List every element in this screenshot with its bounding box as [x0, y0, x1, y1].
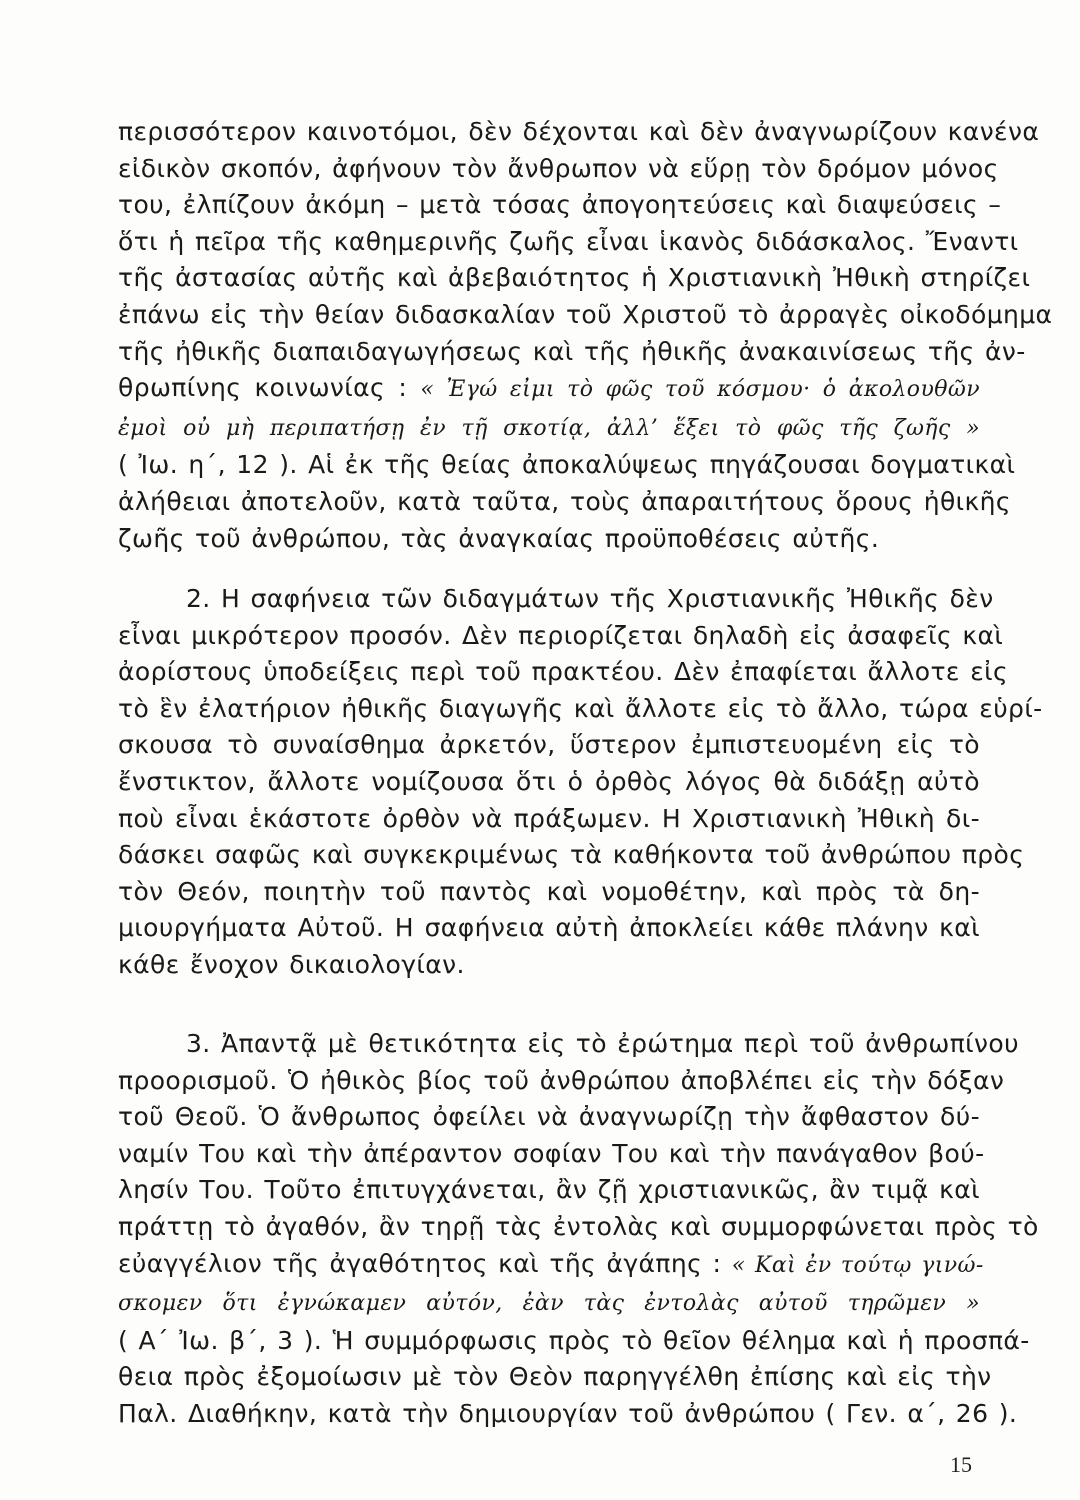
text-line [118, 1063, 1005, 1100]
text-segment: προορισμοῦ. Ὁ ἠθικὸς βίος τοῦ ἀνθρώπου ἀποβλέπει εἰς τὴν δόξαν [118, 1065, 1005, 1095]
text-segment: σκουσα τὸ συναίσθημα ἀρκετόν, ὕστερον ἐμπιστευομένη εἰς τὸ [118, 730, 980, 760]
text-line [118, 151, 999, 188]
scripture-quote: ἐμοὶ οὐ μὴ περιπατήσῃ ἐν τῇ σκοτίᾳ, ἀλλ’ ἕξει τὸ φῶς τῆς ζωῆς » [118, 415, 980, 441]
text-line [118, 1026, 1019, 1063]
text-segment: εἰδικὸν σκοπόν, ἀφήνουν τὸν ἄνθρωπον νὰ εὕρῃ τὸν δρόμον μόνος [118, 153, 999, 183]
text-line [118, 484, 1011, 521]
text-line [118, 654, 1009, 691]
scripture-quote: σκομεν ὅτι ἐγνώκαμεν αὐτόν, ἐὰν τὰς ἐντολὰς αὐτοῦ τηρῶμεν » [118, 1291, 980, 1317]
text-line [118, 447, 1016, 484]
text-line [118, 618, 1004, 655]
text-line [118, 1359, 992, 1396]
text-segment: ναμίν Του καὶ τὴν ἀπέραντον σοφίαν Του καὶ τὴν πανάγαθον βού- [118, 1138, 985, 1168]
text-segment: εὐαγγέλιον τῆς ἀγαθότητος καὶ τῆς ἀγάπης : [118, 1248, 732, 1278]
text-line [118, 691, 1043, 728]
text-segment: μιουργήματα Αὐτοῦ. Η σαφήνεια αὐτὴ ἀποκλείει κάθε πλάνην καὶ [118, 913, 980, 943]
text-line [118, 837, 1025, 874]
text-line [118, 910, 980, 947]
text-segment: ἀλήθειαι ἀποτελοῦν, κατὰ ταῦτα, τοὺς ἀπαραιτήτους ὅρους ἠθικῆς [118, 486, 1011, 516]
text-line [118, 1246, 984, 1285]
text-segment: ποὺ εἶναι ἑκάστοτε ὀρθὸν νὰ πράξωμεν. Η Χριστιανικὴ Ἠθικὴ δι- [118, 803, 980, 833]
text-line [118, 874, 980, 911]
text-line [118, 409, 980, 448]
text-line [118, 581, 994, 618]
text-segment: 2. Η σαφήνεια τῶν διδαγμάτων τῆς Χριστιανικῆς Ἠθικῆς δὲν [186, 584, 994, 613]
scripture-quote: « Ἐγώ εἰμι τὸ φῶς τοῦ κόσμου· ὁ ἀκολουθῶν [420, 377, 980, 403]
text-segment: εἶναι μικρότερον προσόν. Δὲν περιορίζεται δηλαδὴ εἰς ἀσαφεῖς καὶ [118, 620, 1004, 650]
text-segment: περισσότερον καινοτόμοι, δὲν δέχονται καὶ δὲν ἀναγνωρίζουν κανένα [118, 117, 1040, 146]
text-line [118, 1136, 985, 1173]
text-line [118, 727, 980, 764]
text-segment: πράττῃ τὸ ἀγαθόν, ἂν τηρῇ τὰς ἐντολὰς καὶ συμμορφώνεται πρὸς τὸ [118, 1211, 1039, 1241]
text-line [118, 1172, 980, 1209]
text-line [118, 764, 980, 801]
text-segment: ζωῆς τοῦ ἀνθρώπου, τὰς ἀναγκαίας προϋποθέσεις αὐτῆς. [118, 523, 880, 553]
text-segment: ὅτι ἡ πεῖρα τῆς καθημερινῆς ζωῆς εἶναι ἱκανὸς διδάσκαλος. Ἔναντι [118, 226, 1019, 256]
text-line [118, 521, 980, 558]
text-line [118, 801, 980, 838]
text-segment: ἐπάνω εἰς τὴν θείαν διδασκαλίαν τοῦ Χριστοῦ τὸ ἀρραγὲς οἰκοδόμημα [118, 299, 1053, 329]
paragraph-2 [118, 581, 1043, 984]
text-line [118, 1099, 980, 1136]
text-segment: ἔνστικτον, ἄλλοτε νομίζουσα ὅτι ὁ ὀρθὸς λόγος θὰ διδάξῃ αὐτὸ [118, 766, 980, 796]
text-segment: τὸ ἓν ἐλατήριον ἠθικῆς διαγωγῆς καὶ ἄλλοτε εἰς τὸ ἄλλο, τώρα εὑρί- [118, 693, 1043, 723]
paragraph-1 [118, 114, 1053, 557]
text-segment: Παλ. Διαθήκην, κατὰ τὴν δημιουργίαν τοῦ ἀνθρώπου ( Γεν. α΄, 26 ). [118, 1398, 1018, 1428]
text-segment: ( Α΄ Ἰω. β΄, 3 ). Ἡ συμμόρφωσις πρὸς τὸ θεῖον θέλημα καὶ ἡ προσπά- [118, 1325, 1030, 1355]
text-segment: θεια πρὸς ἐξομοίωσιν μὲ τὸν Θεὸν παρηγγέλθη ἐπίσης καὶ εἰς τὴν [118, 1362, 992, 1392]
text-segment: τῆς ἀστασίας αὐτῆς καὶ ἀβεβαιότητος ἡ Χριστιανικὴ Ἠθικὴ στηρίζει [118, 263, 1031, 293]
text-segment: λησίν Του. Τοῦτο ἐπιτυγχάνεται, ἂν ζῇ χριστιανικῶς, ἂν τιμᾷ καὶ [118, 1175, 980, 1205]
text-segment: κάθε ἔνοχον δικαιολογίαν. [118, 949, 465, 979]
text-line [118, 1396, 1018, 1433]
text-line [118, 370, 980, 409]
text-line [118, 947, 980, 984]
scripture-quote: « Καὶ ἐν τούτῳ γινώ- [731, 1252, 984, 1278]
text-line [118, 1209, 1039, 1246]
text-line [118, 297, 1053, 334]
text-segment: ( Ἰω. η΄, 12 ). Αἱ ἐκ τῆς θείας ἀποκαλύψεως πηγάζουσαι δογματικαὶ [118, 450, 1016, 480]
text-segment: ἀορίστους ὑποδείξεις περὶ τοῦ πρακτέου. Δὲν ἐπαφίεται ἄλλοτε εἰς [118, 657, 1009, 687]
text-segment: 3. Ἀπαντᾷ μὲ θετικότητα εἰς τὸ ἐρώτημα περὶ τοῦ ἀνθρωπίνου [186, 1029, 1019, 1058]
text-line [118, 187, 1002, 224]
page-number: 15 [950, 1452, 972, 1477]
text-line [118, 224, 1019, 261]
text-line [118, 260, 1031, 297]
text-segment: δάσκει σαφῶς καὶ συγκεκριμένως τὰ καθήκοντα τοῦ ἀνθρώπου πρὸς [118, 840, 1025, 870]
text-segment: θρωπίνης κοινωνίας : [118, 373, 421, 403]
text-segment: του, ἐλπίζουν ἀκόμη – μετὰ τόσας ἀπογοητεύσεις καὶ διαψεύσεις – [118, 190, 1002, 220]
text-line [118, 114, 1040, 151]
text-line [118, 334, 1026, 371]
text-segment: τὸν Θεόν, ποιητὴν τοῦ παντὸς καὶ νομοθέτην, καὶ πρὸς τὰ δη- [118, 876, 980, 906]
text-segment: τοῦ Θεοῦ. Ὁ ἄνθρωπος ὀφείλει νὰ ἀναγνωρίζῃ τὴν ἄφθαστον δύ- [118, 1102, 980, 1132]
text-segment: τῆς ἠθικῆς διαπαιδαγωγήσεως καὶ τῆς ἠθικῆς ἀνακαινίσεως τῆς ἀν- [118, 336, 1026, 366]
text-line [118, 1284, 980, 1323]
text-line [118, 1323, 1030, 1360]
paragraph-3 [118, 1026, 1039, 1433]
